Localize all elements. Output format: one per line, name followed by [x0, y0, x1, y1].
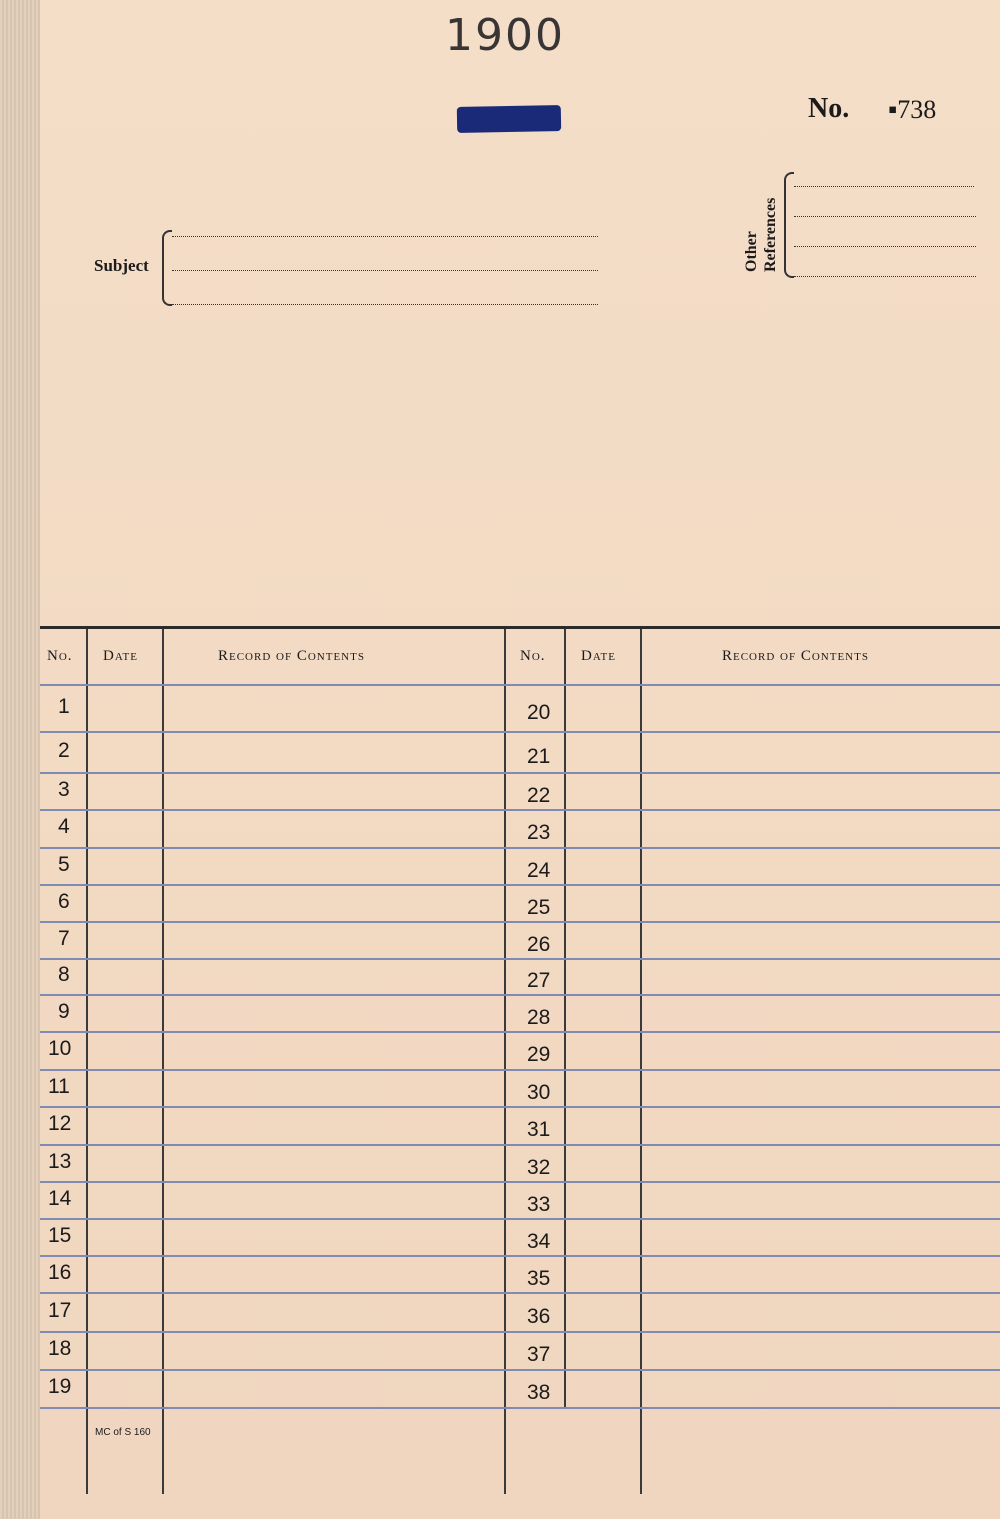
row-number: 20 — [527, 700, 551, 724]
row-rule — [40, 1144, 1000, 1146]
row-number: 2 — [58, 738, 70, 762]
row-number: 28 — [527, 1005, 551, 1029]
col-header-no-right: No. — [520, 648, 546, 664]
col-header-date-left: Date — [103, 648, 138, 664]
row-rule — [40, 731, 1000, 733]
row-number: 26 — [527, 932, 551, 956]
subject-line-2[interactable] — [172, 270, 598, 271]
row-number: 34 — [527, 1229, 551, 1253]
form-code: MC of S 160 — [95, 1427, 151, 1438]
col-header-no-left: No. — [47, 648, 73, 664]
row-number: 10 — [48, 1037, 72, 1060]
reference-line-4[interactable] — [794, 276, 976, 277]
row-rule — [40, 1407, 1000, 1409]
row-number: 31 — [527, 1118, 551, 1141]
row-number: 15 — [48, 1223, 72, 1247]
row-number: 8 — [58, 963, 70, 986]
table-top-rule — [40, 626, 1000, 629]
subject-line-3[interactable] — [172, 304, 598, 305]
row-rule — [40, 921, 1000, 923]
row-number: 30 — [527, 1080, 551, 1104]
col-divider-2 — [162, 629, 164, 1494]
row-number: 18 — [48, 1337, 72, 1360]
row-rule — [40, 884, 1000, 886]
subject-label: Subject — [94, 256, 149, 275]
row-number: 4 — [58, 815, 70, 838]
row-rule — [40, 958, 1000, 960]
binding-spine — [0, 0, 41, 1519]
row-number: 14 — [48, 1186, 72, 1210]
row-number: 35 — [527, 1266, 551, 1290]
reference-line-3[interactable] — [794, 246, 976, 247]
row-number: 36 — [527, 1304, 551, 1328]
row-number: 3 — [58, 777, 70, 801]
row-rule — [40, 1255, 1000, 1257]
row-number: 27 — [527, 969, 551, 992]
row-number: 29 — [527, 1043, 551, 1066]
col-divider-1 — [86, 629, 88, 1494]
reference-line-2[interactable] — [794, 216, 976, 217]
row-number: 32 — [527, 1155, 551, 1179]
row-number: 12 — [48, 1112, 72, 1135]
row-rule — [40, 847, 1000, 849]
row-number: 37 — [527, 1343, 551, 1366]
row-rule — [40, 1218, 1000, 1220]
row-number: 33 — [527, 1192, 551, 1216]
header-rule — [40, 684, 1000, 686]
row-number: 24 — [527, 858, 551, 882]
row-number: 7 — [58, 926, 70, 950]
row-number: 17 — [48, 1298, 72, 1322]
row-number: 5 — [58, 852, 70, 876]
col-header-record-right: Record of Contents — [722, 648, 869, 664]
subject-brace — [162, 230, 172, 306]
file-number-label: No. — [808, 93, 850, 124]
col-header-record-left: Record of Contents — [218, 648, 365, 664]
row-rule — [40, 1031, 1000, 1033]
redaction-stamp — [457, 105, 561, 133]
other-references-brace — [784, 172, 794, 278]
other-references-line2: References — [762, 197, 779, 272]
col-divider-5 — [640, 629, 642, 1494]
row-rule — [40, 994, 1000, 996]
row-number: 6 — [58, 889, 70, 913]
row-number: 16 — [48, 1260, 72, 1284]
row-number: 1 — [58, 694, 70, 718]
subject-line-1[interactable] — [172, 236, 598, 237]
row-number: 13 — [48, 1149, 72, 1173]
col-divider-3 — [504, 629, 506, 1494]
row-number: 23 — [527, 821, 551, 844]
row-rule — [40, 772, 1000, 774]
row-rule — [40, 809, 1000, 811]
row-number: 9 — [58, 999, 70, 1023]
row-rule — [40, 1292, 1000, 1294]
reference-line-1[interactable] — [794, 186, 974, 187]
other-references-line1: Other — [743, 231, 760, 272]
row-rule — [40, 1369, 1000, 1371]
year-heading: 1900 — [445, 10, 565, 61]
row-number: 19 — [48, 1375, 72, 1398]
row-number: 25 — [527, 895, 551, 919]
file-number-value: ▪738 — [888, 95, 937, 124]
row-number: 21 — [527, 744, 551, 768]
row-rule — [40, 1181, 1000, 1183]
row-number: 22 — [527, 783, 551, 807]
row-rule — [40, 1069, 1000, 1071]
row-number: 38 — [527, 1381, 551, 1404]
row-rule — [40, 1106, 1000, 1108]
col-header-date-right: Date — [581, 648, 616, 664]
row-number: 11 — [48, 1074, 70, 1098]
row-rule — [40, 1331, 1000, 1333]
